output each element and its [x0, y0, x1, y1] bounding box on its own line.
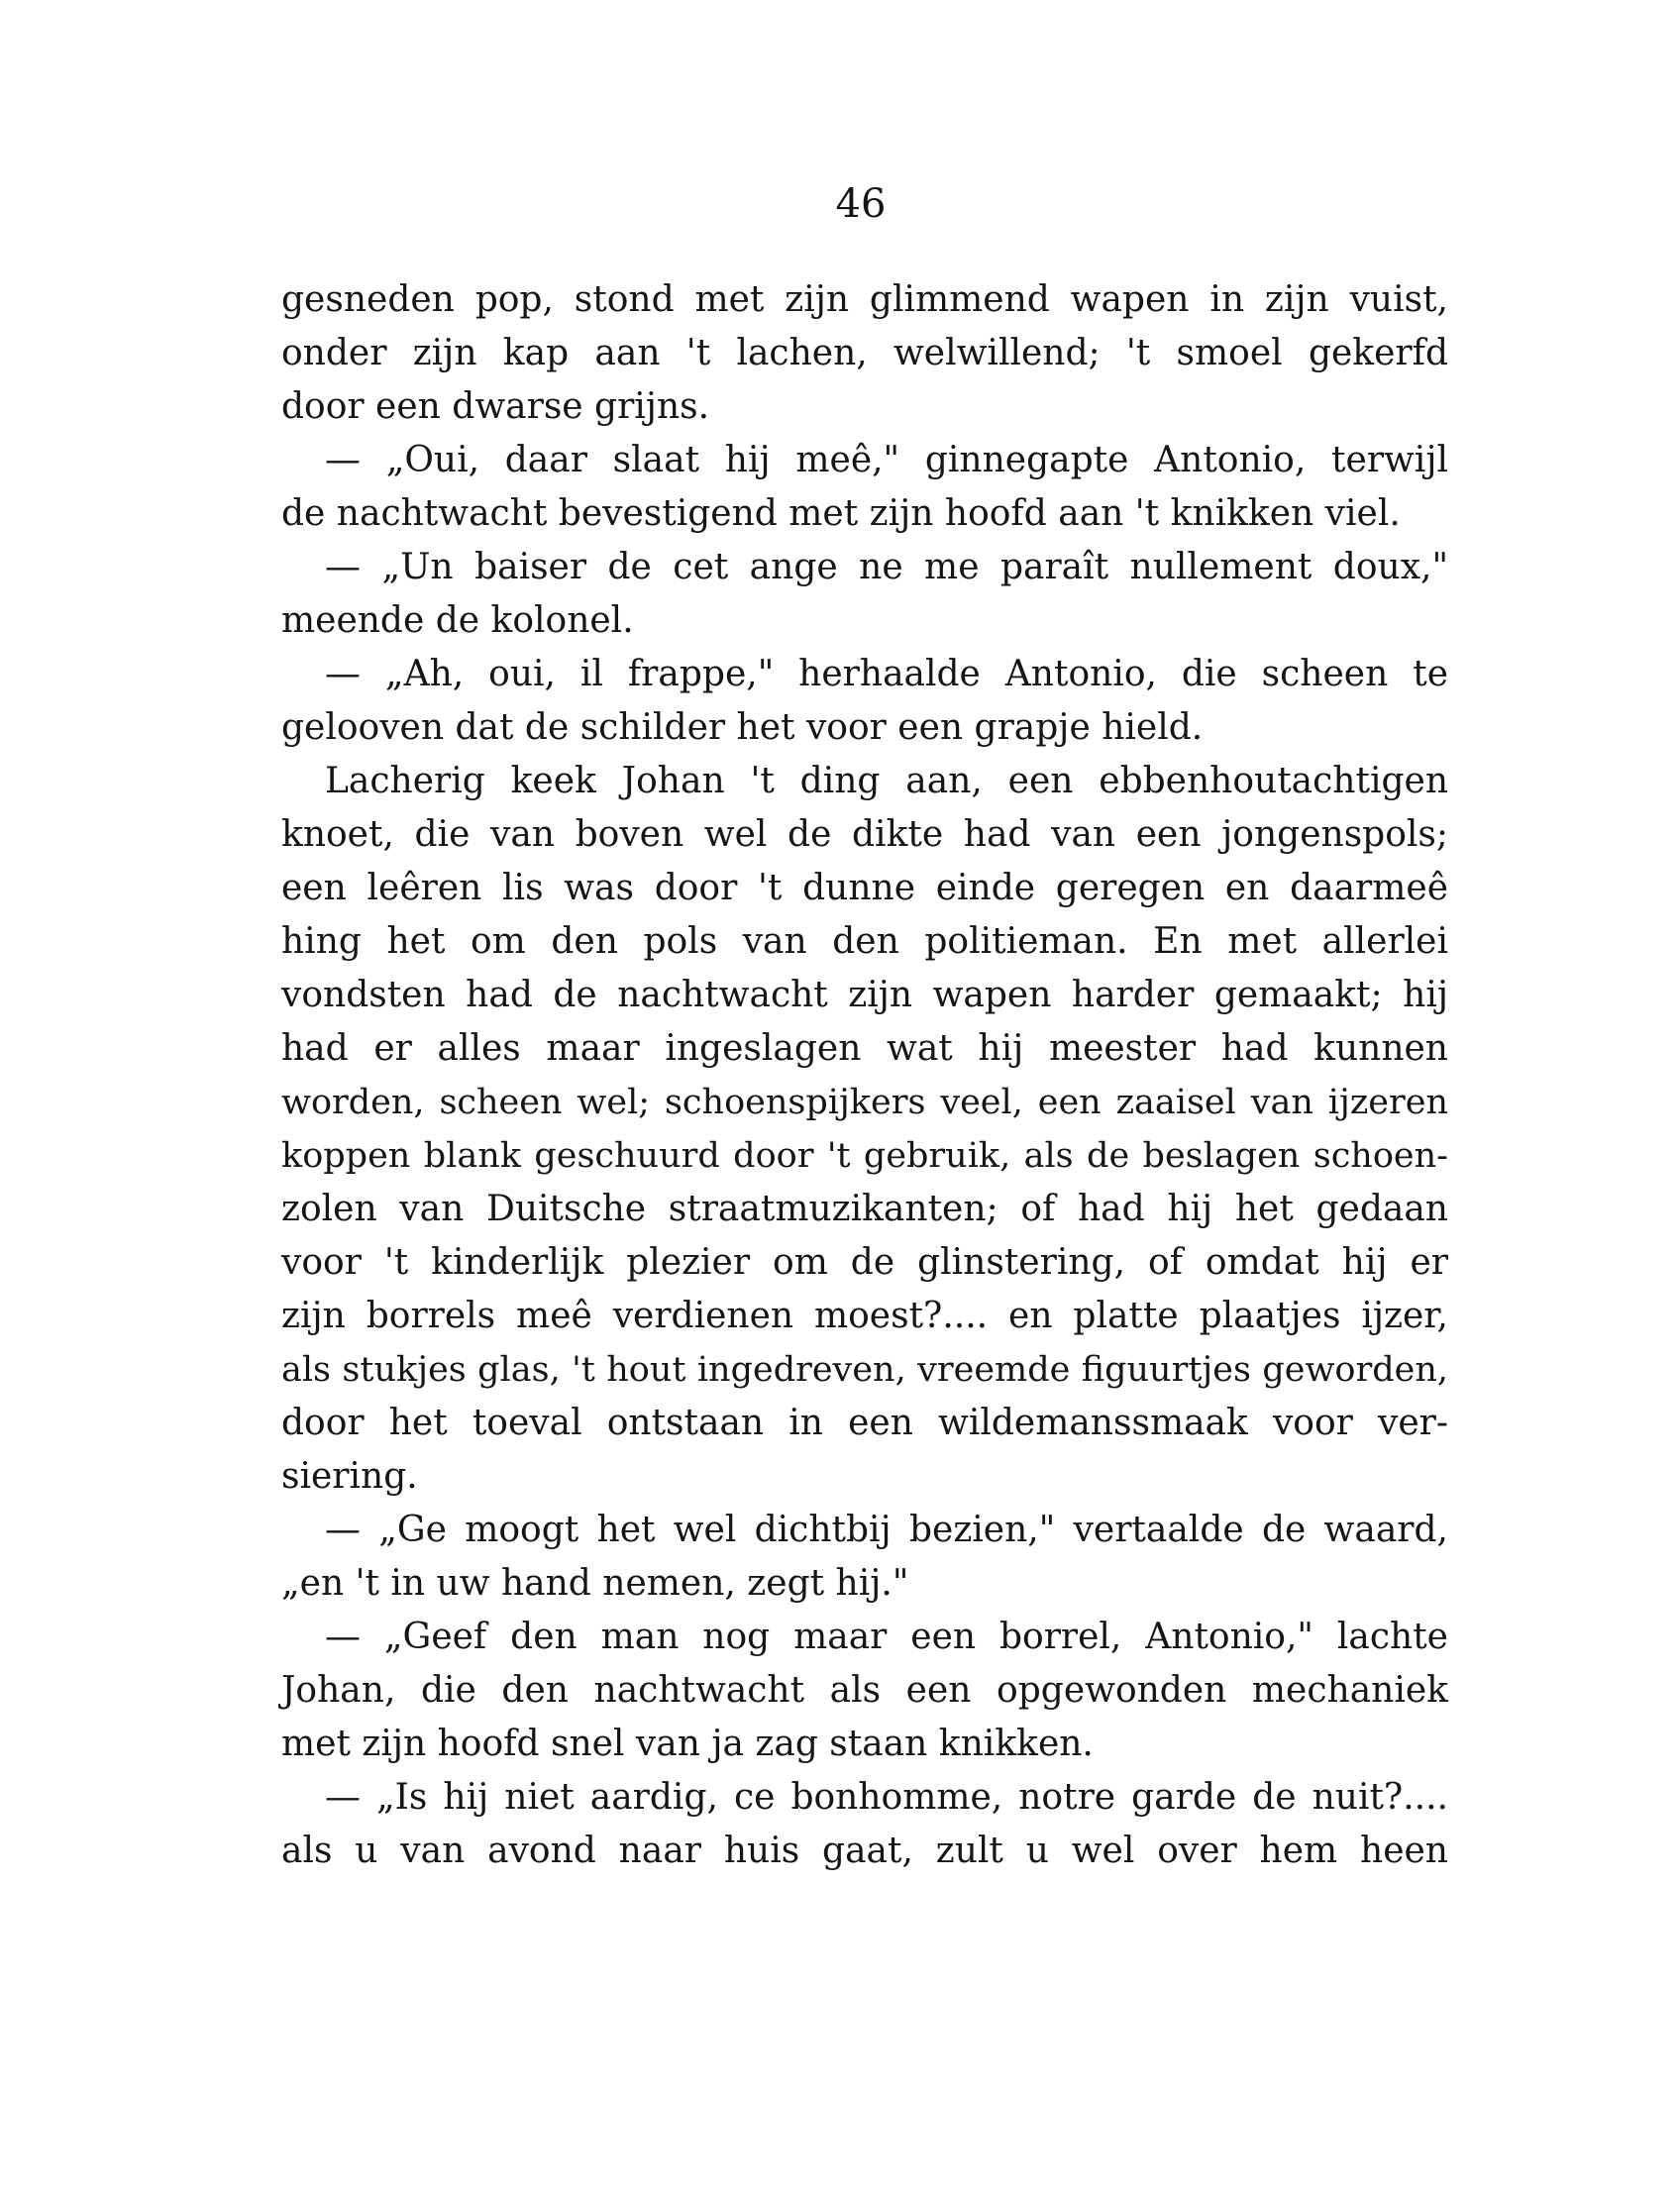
text-line: meende de kolonel.	[281, 600, 634, 641]
text-line: onder zijn kap aan 't lachen, welwillend; 't smoel gekerfd	[281, 333, 1448, 373]
body-text	[281, 273, 1448, 1878]
text-line: had er alles maar ingeslagen wat hij meester had kunnen	[281, 1028, 1448, 1069]
text-line: als stukjes glas, 't hout ingedreven, vreemde figuurtjes geworden,	[281, 1350, 1448, 1390]
text-line: door een dwarse grijns.	[281, 386, 710, 427]
text-line: zolen van Duitsche straatmuzikanten; of had hij het gedaan	[281, 1189, 1448, 1229]
text-line: voor 't kinderlijk plezier om de glinstering, of omdat hij er	[281, 1242, 1448, 1283]
text-line: „en 't in uw hand nemen, zegt hij."	[281, 1563, 909, 1604]
text-line: een leêren lis was door 't dunne einde geregen en daarmeê	[281, 868, 1448, 908]
text-line: — „Un baiser de cet ange ne me paraît nullement doux,"	[325, 547, 1448, 587]
text-line: — „Ge moogt het wel dichtbij bezien," vertaalde de waard,	[325, 1510, 1448, 1550]
text-line: — „Is hij niet aardig, ce bonhomme, notre garde de nuit?....	[325, 1777, 1448, 1818]
text-line: vondsten had de nachtwacht zijn wapen harder gemaakt; hij	[281, 975, 1448, 1015]
text-line: hing het om den pols van den politieman. En met allerlei	[281, 921, 1448, 962]
text-line: de nachtwacht bevestigend met zijn hoofd aan 't knikken viel.	[281, 493, 1401, 534]
page-number: 46	[835, 181, 887, 227]
text-line: — „Geef den man nog maar een borrel, Antonio," lachte	[325, 1617, 1448, 1657]
text-line: zijn borrels meê verdienen moest?.... en platte plaatjes ijzer,	[281, 1296, 1448, 1336]
text-line: siering.	[281, 1456, 418, 1497]
text-line: Johan, die den nachtwacht als een opgewonden mechaniek	[281, 1670, 1448, 1711]
text-line: worden, scheen wel; schoenspijkers veel, een zaaisel van ijzeren	[281, 1083, 1448, 1122]
text-line: door het toeval ontstaan in een wildemanssmaak voor ver-	[281, 1403, 1448, 1443]
text-line: gelooven dat de schilder het voor een grapje hield.	[281, 707, 1204, 748]
text-line: — „Ah, oui, il frappe," herhaalde Antonio, die scheen te	[325, 654, 1448, 694]
text-line: koppen blank geschuurd door 't gebruik, als de beslagen schoen-	[281, 1136, 1448, 1176]
text-line: gesneden pop, stond met zijn glimmend wapen in zijn vuist,	[281, 279, 1448, 320]
text-line: knoet, die van boven wel de dikte had van een jongenspols;	[281, 814, 1448, 855]
text-line: met zijn hoofd snel van ja zag staan knikken.	[281, 1724, 1094, 1764]
text-line: — „Oui, daar slaat hij meê," ginnegapte Antonio, terwijl	[325, 440, 1448, 480]
text-line: Lacherig keek Johan 't ding aan, een ebbenhoutachtigen	[325, 761, 1448, 801]
text-line: als u van avond naar huis gaat, zult u wel over hem heen	[281, 1831, 1448, 1871]
